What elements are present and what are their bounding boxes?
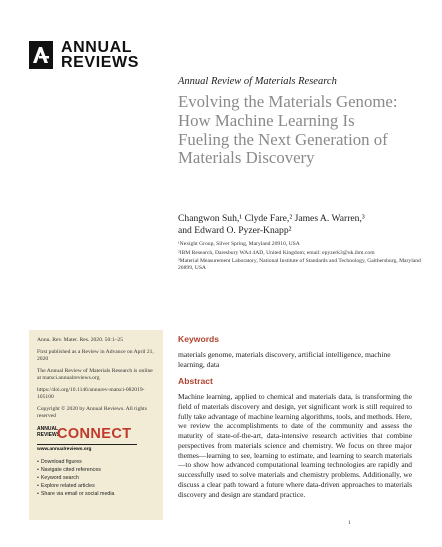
list-item: • Download figures (37, 458, 157, 466)
abstract-heading: Abstract (178, 376, 213, 386)
authors-line-1: Changwon Suh,¹ Clyde Fare,² James A. Warren,³ (178, 213, 365, 224)
article-title: Evolving the Materials Genome: How Machine Learning Is Fueling the Next Generation of Materials Discovery (178, 92, 398, 168)
copyright-notice: Copyright © 2020 by Annual Reviews. All rights reserved (37, 406, 147, 419)
list-item: • Share via email or social media (37, 490, 157, 498)
annual-reviews-logo-mark-icon (29, 41, 53, 69)
citation-line: Annu. Rev. Mater. Res. 2020. 50:1–25 (37, 337, 124, 343)
connect-divider (37, 444, 137, 445)
journal-name: Annual Review of Materials Research (178, 76, 337, 87)
affiliation-2: ²IBM Research, Daresbury WA4 4AD, United Kingdom; email: epyzerk3@uk.ibm.com (178, 249, 375, 256)
connect-features-list (37, 458, 157, 498)
connect-url[interactable]: www.annualreviews.org (37, 447, 92, 452)
affiliation-3: ³Material Measurement Laboratory, National Institute of Standards and Technology, Gaithersburg, Maryland 20899, USA (178, 258, 421, 272)
list-item: • Navigate cited references (37, 466, 157, 474)
logo-word-annual: ANNUAL (61, 39, 133, 56)
abstract-text: Machine learning, applied to chemical and materials data, is transforming the field of materials discovery and design, yet significant work is still required to fully take advantage of machine learning algorithms, tools, and methods. Here, we review the accomplishments to date of the community and assess the maturity of state-of-the-art, data-intensive research activities that combine perspectives from materials science and chemistry. We focus on three major themes—learning to see, learning to estimate, and learning to search materials—to show how advanced computational learning technologies are rapidly and successfully used to solve materials and chemistry problems. Additionally, we discuss a clear path toward a future where data-driven approaches to materials discovery and design are standard practice. (178, 392, 412, 499)
page-number: 1 (348, 520, 351, 526)
online-note: The Annual Review of Materials Research is online at matsci.annualreviews.org (37, 368, 153, 381)
affiliations (178, 241, 428, 274)
keywords-heading: Keywords (178, 334, 220, 344)
keywords-text: materials genome, materials discovery, artificial intelligence, machine learning, data (178, 350, 391, 369)
author-list (178, 213, 428, 237)
logo-word-reviews: REVIEWS (61, 54, 139, 71)
connect-wordmark: CONNECT (57, 426, 132, 442)
doi-link[interactable]: https://doi.org/10.1146/annurev-matsci-082019-105100 (37, 387, 145, 400)
list-item: • Explore related articles (37, 482, 157, 490)
annual-reviews-connect-badge[interactable] (37, 427, 157, 455)
annual-reviews-logo (29, 41, 157, 74)
affiliation-1: ¹Nexight Group, Silver Spring, Maryland 20910, USA (178, 241, 300, 247)
list-item: • Keyword search (37, 474, 157, 482)
connect-small-logo: ANNUAL REVIEWS (37, 426, 61, 438)
authors-line-2: and Edward O. Pyzer-Knapp² (178, 225, 292, 237)
first-published: First published as a Review in Advance on April 21, 2020 (37, 349, 154, 362)
